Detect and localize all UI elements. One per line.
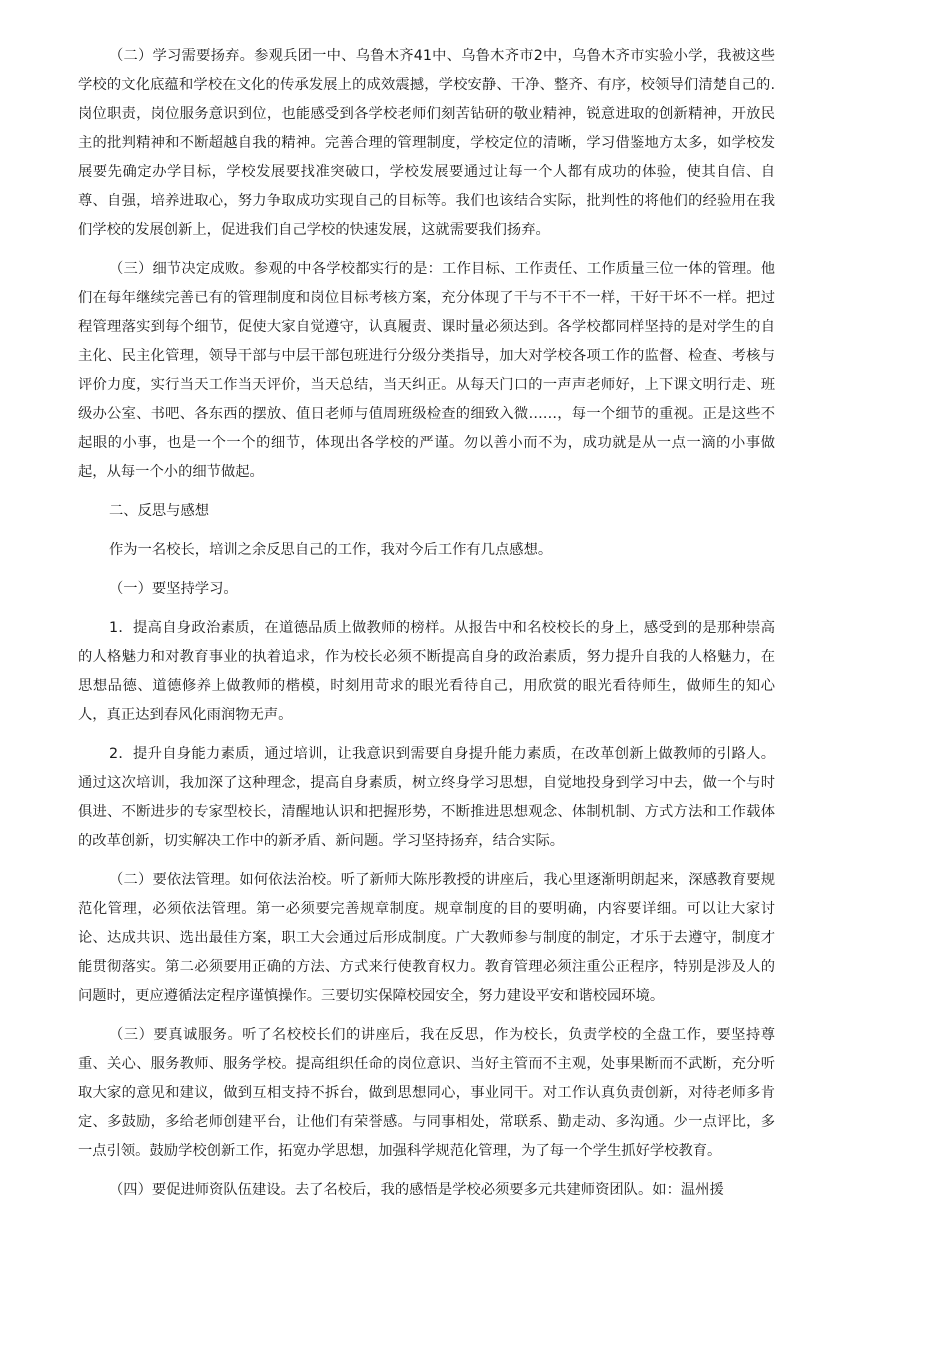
paragraph-ability-quality: 2．提升自身能力素质，通过培训，让我意识到需要自身提升能力素质，在改革创新上做教师的引路人。通过这次培训，我加深了这种理念，提高自身素质，树立终身学习思想，自觉地投身到学习中去，做一个与时俱进、不断进步的专家型校长，清醒地认识和把握形势，不断推进思想观念、体制机制、方式方法和工作载体的改革创新，切实解决工作中的新矛盾、新问题。学习坚持扬弃，结合实际。 [78,746,775,849]
paragraph-law-management: （二）要依法管理。如何依法治校。听了新师大陈彤教授的讲座后，我心里逐渐明朗起来，深感教育要规范化管理，必须依法管理。第一必须要完善规章制度。规章制度的目的要明确，内容要详细。可以让大家讨论、达成共识、选出最佳方案，职工大会通过后形成制度。广大教师参与制度的制定，才乐于去遵守，制度才能贯彻落实。第二必须要用正确的方法、方式来行使教育权力。教育管理必须注重公正程序，特别是涉及人的问题时，更应遵循法定程序谨慎操作。三要切实保障校园安全，努力建设平安和谐校园环境。 [78,872,775,1004]
paragraph-details-decide: （三）细节决定成败。参观的中各学校都实行的是：工作目标、工作责任、工作质量三位一体的管理。他们在每年继续完善已有的管理制度和岗位目标考核方案，充分体现了干与不干不一样，干好干坏不一样。把过程管理落实到每个细节，促使大家自觉遵守，认真履责、课时量必须达到。各学校都同样坚持的是对学生的自主化、民主化管理，领导干部与中层干部包班进行分级分类指导，加大对学校各项工作的监督、检查、考核与评价力度，实行当天工作当天评价，当天总结，当天纠正。从每天门口的一声声老师好，上下课文明行走、班级办公室、书吧、各东西的摆放、值日老师与值周班级检查的细致入微……，每一个细节的重视。正是这些不起眼的小事，也是一个一个的细节，体现出各学校的严谨。勿以善小而不为，成功就是从一点一滴的小事做起，从每一个小的细节做起。 [78,261,775,480]
subheading-keep-learning: （一）要坚持学习。 [109,581,238,597]
paragraph-sincere-service: （三）要真诚服务。听了名校校长们的讲座后，我在反思，作为校长，负责学校的全盘工作，要坚持尊重、关心、服务教师、服务学校。提高组织任命的岗位意识、当好主管而不主观，处事果断而不武断，充分听取大家的意见和建议，做到互相支持不拆台，做到思想同心，事业同干。对工作认真负责创新，对待老师多肯定、多鼓励，多给老师创建平台，让他们有荣誉感。与同事相处，常联系、勤走动、多沟通。少一点评比，多一点引领。鼓励学校创新工作，拓宽办学思想，加强科学规范化管理，为了每一个学生抓好学校教育。 [78,1027,775,1159]
paragraph-learning-sublation: （二）学习需要扬弃。参观兵团一中、乌鲁木齐41中、乌鲁木齐市2中，乌鲁木齐市实验小学，我被这些学校的文化底蕴和学校在文化的传承发展上的成效震撼，学校安静、干净、整齐、有序，校领导们清楚自己的.岗位职责，岗位服务意识到位，也能感受到各学校老师们刻苦钻研的敬业精神，锐意进取的创新精神，开放民主的批判精神和不断超越自我的精神。完善合理的管理制度，学校定位的清晰，学习借鉴地方太多，如学校发展要先确定办学目标，学校发展要找准突破口，学校发展要通过让每一个人都有成功的体验，使其自信、自尊、自强，培养进取心，努力争取成功实现自己的目标等。我们也该结合实际，批判性的将他们的经验用在我们学校的发展创新上，促进我们自己学校的快速发展，这就需要我们扬弃。 [78,48,775,238]
paragraph-political-quality: 1．提高自身政治素质，在道德品质上做教师的榜样。从报告中和名校校长的身上，感受到的是那种崇高的人格魅力和对教育事业的执着追求，作为校长必须不断提高自身的政治素质，努力提升自我的人格魅力，在思想品德、道德修养上做教师的楷模，时刻用苛求的眼光看待自己，用欣赏的眼光看待师生，做师生的知心人，真正达到春风化雨润物无声。 [78,620,775,723]
paragraph-intro-reflection: 作为一名校长，培训之余反思自己的工作，我对今后工作有几点感想。 [109,542,553,558]
paragraph-teacher-team: （四）要促进师资队伍建设。去了名校后，我的感悟是学校必须要多元共建师资团队。如：温州援 [109,1182,724,1198]
section-heading-reflection: 二、反思与感想 [109,503,210,519]
